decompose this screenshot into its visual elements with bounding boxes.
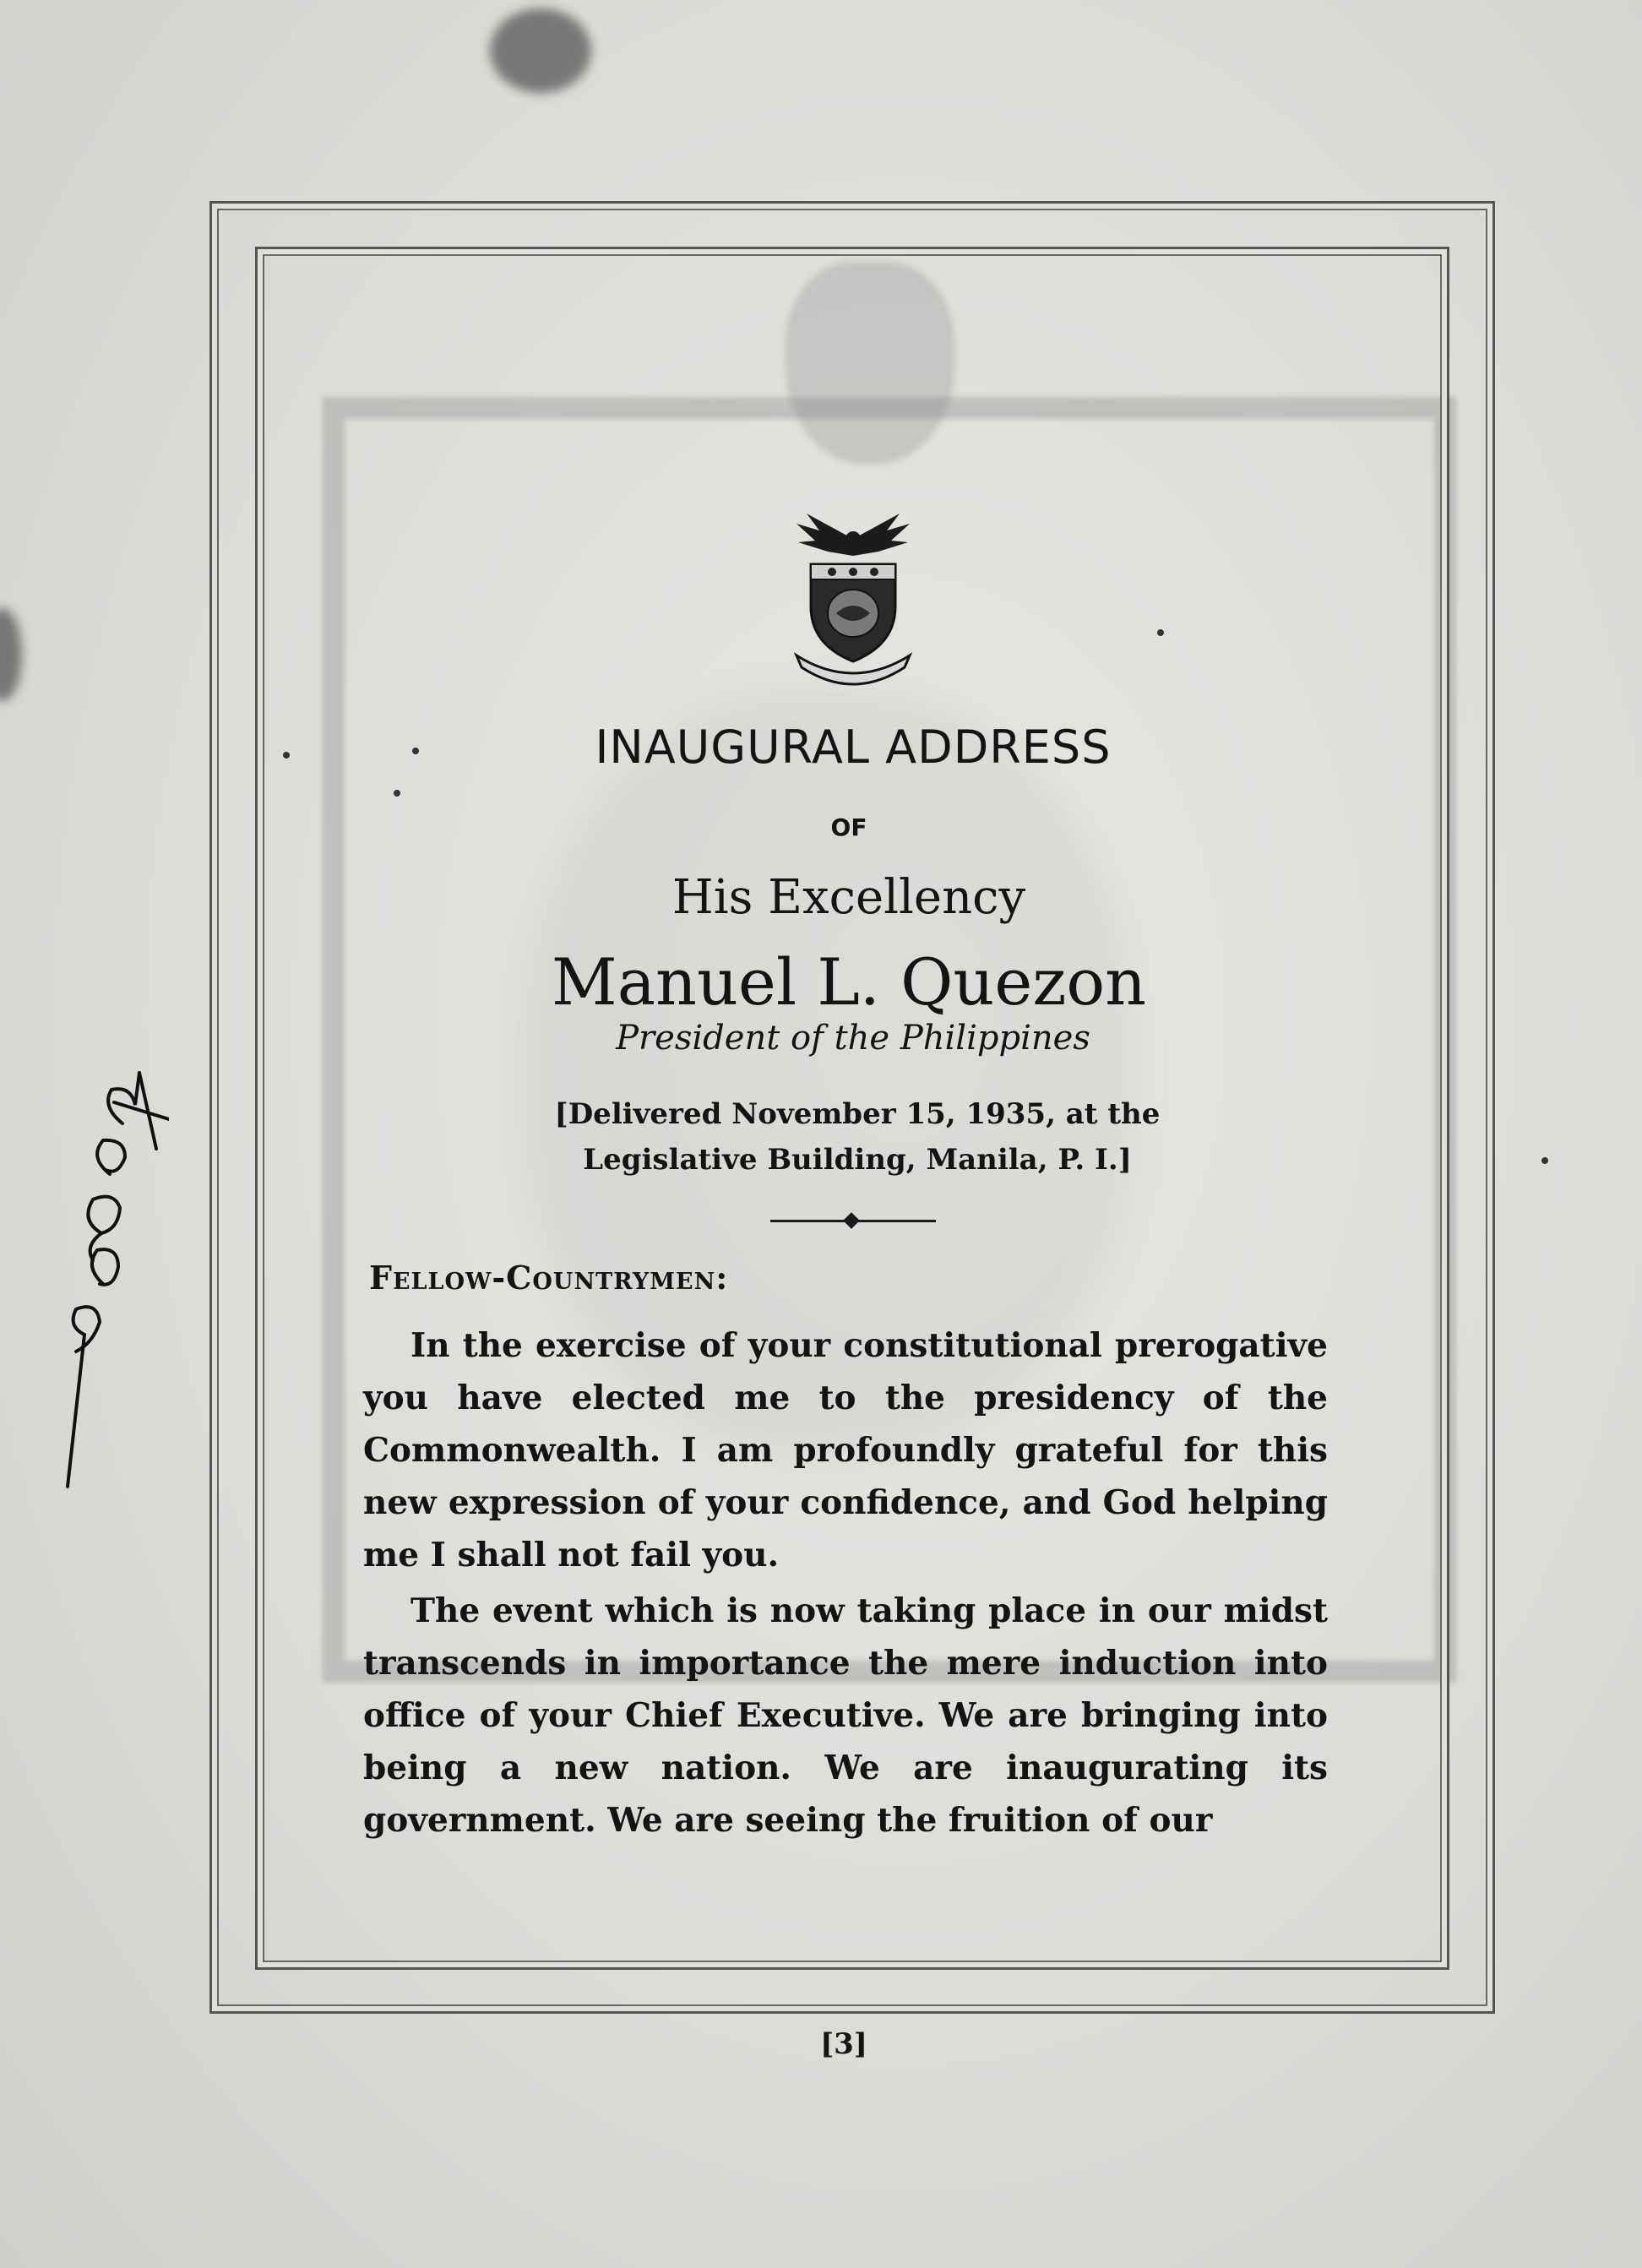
- speck: [1541, 1157, 1548, 1164]
- salutation: Fellow-Countrymen:: [369, 1259, 729, 1297]
- delivery-note: [Delivered November 15, 1935, at the Legislative Building, Manila, P. I.]: [554, 1097, 1161, 1177]
- page-number: [3]: [820, 2027, 867, 2061]
- honorific: His Excellency: [671, 870, 1026, 925]
- edge-smudge: [0, 608, 22, 701]
- handwritten-margin-note: [51, 1039, 169, 1495]
- title-of: OF: [830, 813, 867, 841]
- coat-of-arms-icon: [790, 505, 916, 687]
- document-title: INAUGURAL ADDRESS: [595, 721, 1112, 774]
- body-paragraph: The event which is now taking place in our midst transcends in importance the mere induction into office of your Chief Executive. We are bringing into being a new nation. We are inaugurating its government. We are seeing the fruition of our: [363, 1591, 1328, 1840]
- speaker-position: President of the Philippines: [616, 1019, 1090, 1058]
- body-paragraph: In the exercise of your constitutional prerogative you have elected me to the presidency of the Commonwealth. I am profoundly grateful for this new expression of your confidence, and God helping me I shall not fail you.: [363, 1326, 1328, 1575]
- thumbprint-smudge: [490, 8, 591, 93]
- speaker-name: Manuel L. Quezon: [551, 944, 1147, 1020]
